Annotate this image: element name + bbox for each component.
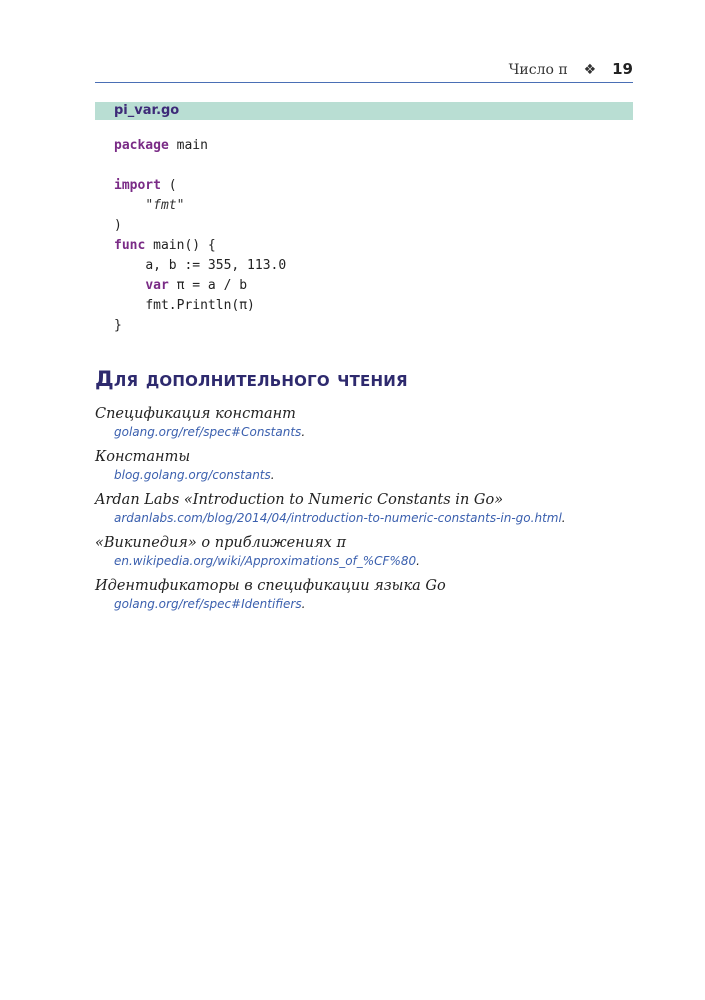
reference-item: [95, 576, 635, 613]
code-line: [114, 216, 286, 236]
code-line: [114, 176, 286, 196]
page-number: 19: [612, 60, 633, 78]
code-keyword: import: [114, 178, 161, 193]
header-right: [509, 60, 633, 78]
reference-title: Ardan Labs «Introduction to Numeric Constants in Go»: [95, 492, 504, 508]
reference-url[interactable]: en.wikipedia.org/wiki/Approximations_of_%CF%80: [114, 554, 417, 568]
listing-filename: pi_var.go: [114, 103, 180, 118]
code-line: [114, 136, 286, 156]
reference-suffix: .: [301, 597, 306, 611]
reference-item: [95, 490, 635, 527]
running-header: [95, 58, 633, 83]
reference-suffix: .: [301, 425, 306, 439]
code-listing: [114, 136, 286, 336]
reference-item: [95, 447, 635, 484]
reference-link-line: [95, 596, 635, 613]
reference-url[interactable]: blog.golang.org/constants: [114, 468, 271, 482]
reference-title: Константы: [95, 449, 191, 465]
reference-url[interactable]: ardanlabs.com/blog/2014/04/introduction-to-numeric-constants-in-go.html: [114, 511, 562, 525]
reference-title: Спецификация констант: [95, 406, 296, 422]
code-text: fmt.Println(π): [145, 298, 255, 313]
ornament-icon: ❖: [583, 62, 597, 78]
code-text: π = a / b: [168, 278, 248, 293]
chapter-title: Число π: [508, 62, 568, 78]
code-keyword: package: [114, 138, 169, 153]
reference-suffix: .: [561, 511, 566, 525]
reference-title: Идентификаторы в спецификации языка Go: [95, 578, 446, 594]
reference-list: [95, 404, 635, 619]
reference-title: «Википедия» о приближениях π: [95, 535, 346, 551]
code-line: [114, 276, 286, 296]
code-text: main() {: [145, 238, 216, 253]
code-line: [114, 236, 286, 256]
reference-link-line: [95, 467, 635, 484]
code-text: a, b := 355, 113.0: [145, 258, 287, 273]
reference-url[interactable]: golang.org/ref/spec#Constants: [114, 425, 302, 439]
reference-link-line: [95, 510, 635, 527]
code-line: [114, 256, 286, 276]
code-string: "fmt": [145, 198, 185, 213]
code-line: [114, 296, 286, 316]
reference-item: [95, 404, 635, 441]
code-text: }: [114, 318, 122, 333]
listing-caption-bar: [95, 102, 633, 120]
reference-link-line: [95, 424, 635, 441]
section-heading: Для дополнительного чтения: [95, 367, 408, 391]
reference-item: [95, 533, 635, 570]
reference-link-line: [95, 553, 635, 570]
code-text: (: [160, 178, 177, 193]
code-line: [114, 316, 286, 336]
code-line: [114, 196, 286, 216]
code-text: main: [168, 138, 208, 153]
code-line: [114, 156, 286, 176]
reference-suffix: .: [416, 554, 420, 568]
reference-url[interactable]: golang.org/ref/spec#Identifiers: [114, 597, 302, 611]
code-text: ): [114, 218, 122, 233]
code-keyword: func: [114, 238, 146, 253]
reference-suffix: .: [270, 468, 275, 482]
code-keyword: var: [145, 278, 169, 293]
